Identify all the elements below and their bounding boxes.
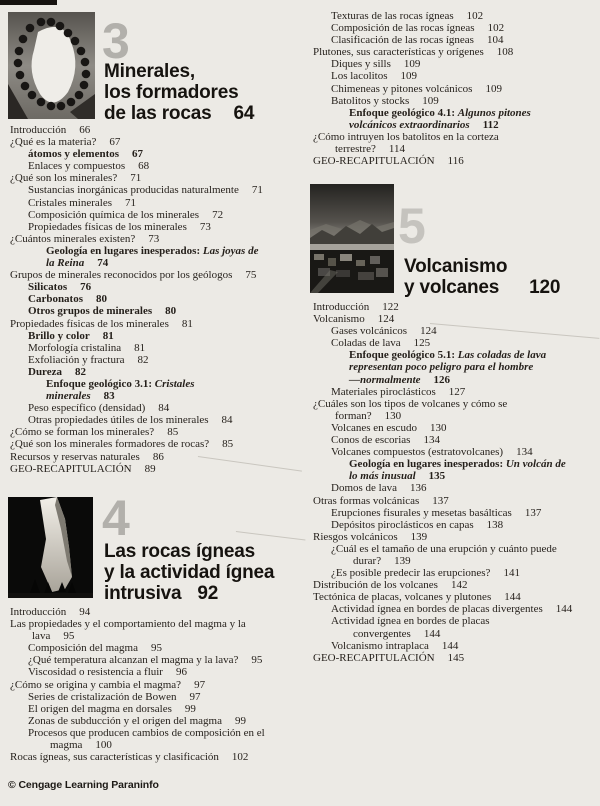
scan-edge-artifact: [0, 0, 57, 5]
page-number: 109: [403, 58, 421, 71]
toc-entry: Sustancias inorgánicas producidas naturalmente 71: [28, 184, 263, 197]
page-number: 84: [158, 402, 170, 415]
toc-entry: Enfoque geológico 4.1: Algunos pitones volcánicos extraordinarios 112: [349, 106, 531, 131]
page-number: 81: [102, 329, 114, 342]
page-number: 67: [109, 136, 121, 149]
page-number: 109: [400, 70, 418, 83]
toc-entry: GEO-RECAPITULACIÓN 116: [313, 155, 464, 168]
toc-entry: Depósitos piroclásticos en capas 138: [331, 518, 504, 531]
page-number: 139: [410, 530, 428, 543]
page-number: 130: [429, 421, 447, 434]
page-number: 139: [394, 554, 411, 567]
page-number: 134: [516, 446, 533, 459]
toc-entry: Enfoque geológico 3.1: Cristales minerales 83: [46, 377, 195, 403]
page-number: 104: [486, 34, 504, 47]
page-number: 82: [137, 353, 149, 366]
page-number: 125: [413, 337, 431, 350]
chapter-title-line: y la actividad ígnea: [104, 562, 275, 583]
toc-entry: Silicatos 76: [28, 281, 92, 294]
chapter-3-title: [104, 61, 254, 124]
toc-entry: Propiedades físicas de los minerales 73: [28, 220, 211, 233]
toc-list-chapter-3: [8, 124, 300, 475]
cliff-photo: [8, 497, 93, 598]
page-number: 95: [63, 630, 75, 643]
page-number: 124: [377, 313, 395, 326]
volcano-photo-art: [310, 184, 394, 293]
chapter-title-line: y volcanes 120: [404, 277, 561, 298]
toc-entry: El origen del magma en dorsales 99: [28, 702, 196, 715]
chapter-title-line: Minerales,: [104, 61, 195, 82]
cliff-photo-art: [8, 497, 93, 598]
toc-entry: Introducción 94: [10, 606, 91, 618]
feature-lead: Geología en lugares inesperados:: [46, 244, 203, 257]
page-number: 109: [485, 82, 502, 95]
page-number: 76: [80, 281, 92, 294]
scan-scratch: [236, 531, 306, 541]
toc-entry: Introducción 66: [10, 124, 91, 136]
page-number: 109: [422, 94, 439, 107]
toc-entry: ¿Qué es la materia? 67: [10, 136, 121, 149]
page-number: 68: [138, 160, 150, 173]
toc-entry: Los lacolitos 109: [331, 70, 418, 83]
page-number: 102: [487, 22, 505, 35]
toc-entry: Plutones, sus características y orígenes 108: [313, 46, 514, 59]
page-number: 81: [134, 341, 146, 354]
page-number: 138: [486, 518, 504, 531]
page-number: 144: [555, 603, 573, 616]
volcano-photo: [310, 184, 394, 293]
page-number: 97: [194, 678, 206, 691]
page-number: 144: [504, 591, 521, 604]
chapter-3-number: 3: [102, 13, 130, 69]
toc-entry: Composición química de los minerales 72: [28, 208, 224, 221]
page-number: 141: [503, 567, 520, 580]
necklace-photo: [8, 12, 95, 119]
page-number: 66: [79, 124, 91, 136]
page-number: 144: [441, 639, 459, 652]
toc-entry: GEO-RECAPITULACIÓN 145: [313, 651, 465, 664]
page-number: 89: [144, 462, 156, 475]
toc-entry: Batolitos y stocks 109: [331, 94, 439, 107]
toc-entry: GEO-RECAPITULACIÓN 89: [10, 462, 156, 475]
page-number: 126: [433, 373, 451, 386]
feature-lead: Enfoque geológico 3.1:: [46, 377, 155, 390]
page-number: 100: [95, 739, 112, 752]
page-number: 72: [212, 208, 224, 221]
copyright-notice: © Cengage Learning Paraninfo: [8, 779, 159, 791]
page-number: 71: [130, 172, 142, 185]
chapter-4-title: [104, 541, 274, 604]
page-number: 112: [482, 118, 499, 131]
toc-entry: Conos de escorias 134: [331, 434, 440, 447]
chapter-title-line: los formadores: [104, 82, 239, 103]
toc-entry: Enfoque geológico 5.1: Las coladas de lava representan poco peligro para el hombre —normalmente 126: [349, 349, 547, 386]
chapter-5-number: 5: [398, 198, 426, 254]
page-number: 144: [423, 627, 441, 640]
toc-entry: Composición de las rocas ígneas 102: [331, 22, 505, 35]
page-number: 102: [231, 751, 249, 764]
toc-list-chapter-4-right: [311, 10, 600, 167]
toc-entry: Composición del magma 95: [28, 642, 162, 655]
page-number: 85: [222, 438, 234, 451]
toc-entry: Otros grupos de minerales 80: [28, 305, 177, 318]
chapter-title-line: Las rocas ígneas: [104, 541, 255, 562]
toc-entry: Carbonatos 80: [28, 293, 108, 306]
toc-entry: Volcanes compuestos (estratovolcanes) 134: [331, 446, 533, 459]
toc-entry: Actividad ígnea en bordes de placas divergentes 144: [331, 603, 573, 616]
feature-lead: Geología en lugares inesperados:: [349, 458, 506, 471]
page-number: 83: [103, 390, 115, 403]
toc-entry: ¿Cuántos minerales existen? 73: [10, 232, 160, 245]
toc-entry: ¿Cómo intruyen los batolitos en la corteza terrestre? 114: [313, 130, 499, 156]
toc-entry: Exfoliación y fractura 82: [28, 353, 149, 366]
toc-entry: Texturas de las rocas ígneas 102: [331, 10, 484, 22]
toc-entry: ¿Cuál es el tamaño de una erupción y cuánto puede durar? 139: [331, 542, 557, 567]
toc-entry: Cristales minerales 71: [28, 196, 137, 209]
toc-entry: Procesos que producen cambios de composición en el magma 100: [28, 726, 265, 752]
toc-list-chapter-4-left: [8, 606, 300, 763]
page-number: 130: [384, 409, 402, 422]
toc-entry: Rocas ígneas, sus características y clasificación 102: [10, 751, 249, 764]
toc-entry: Tectónica de placas, volcanes y plutones 144: [313, 591, 521, 604]
toc-entry: Grupos de minerales reconocidos por los geólogos 75: [10, 269, 257, 282]
toc-entry: Viscosidad o resistencia a fluir 96: [28, 666, 187, 679]
feature-lead: Enfoque geológico 5.1:: [349, 349, 458, 362]
page-number: 134: [423, 434, 440, 447]
toc-entry: Distribución de los volcanes 142: [313, 579, 468, 592]
page-number: 116: [447, 155, 464, 168]
page-number: 137: [432, 494, 449, 507]
toc-entry: Propiedades físicas de los minerales 81: [10, 317, 193, 330]
toc-entry: Otras propiedades útiles de los minerales 84: [28, 414, 233, 427]
toc-entry: Otras formas volcánicas 137: [313, 494, 449, 507]
page-number: 73: [199, 220, 211, 233]
toc-entry: Gases volcánicos 124: [331, 325, 437, 338]
page-number: 73: [148, 232, 160, 245]
toc-entry: Enlaces y compuestos 68: [28, 160, 150, 173]
page-number: 80: [96, 293, 108, 306]
page-number: 99: [234, 714, 246, 727]
toc-entry: Peso específico (densidad) 84: [28, 402, 170, 415]
toc-entry: Volcanismo intraplaca 144: [331, 639, 459, 652]
feature-lead: Enfoque geológico 4.1:: [349, 106, 458, 119]
page-number: 96: [175, 666, 187, 679]
toc-entry: ¿Qué son los minerales? 71: [10, 172, 142, 185]
page-number: 71: [251, 184, 263, 197]
page-number: 137: [524, 506, 542, 519]
page-number: 124: [420, 325, 437, 338]
chapter-page-number: 64: [233, 103, 255, 124]
toc-entry: Recursos y reservas naturales 86: [10, 450, 164, 463]
toc-entry: ¿Cómo se forman los minerales? 85: [10, 426, 179, 439]
toc-entry: Dureza 82: [28, 365, 87, 378]
toc-entry: Erupciones fisurales y mesetas basálticas 137: [331, 506, 542, 519]
toc-entry: Materiales piroclásticos 127: [331, 385, 466, 398]
page-number: 127: [448, 385, 466, 398]
chapter-5-title: [404, 256, 560, 298]
page-number: 99: [184, 702, 196, 715]
page-number: 114: [388, 143, 406, 156]
toc-entry: ¿Es posible predecir las erupciones? 141: [331, 567, 520, 580]
page-number: 75: [245, 269, 257, 282]
page-number: 67: [132, 148, 144, 161]
toc-entry: ¿Qué son los minerales formadores de rocas? 85: [10, 438, 234, 451]
page-number: 82: [75, 365, 87, 378]
necklace-photo-art: [8, 12, 95, 119]
toc-entry: Volcanes en escudo 130: [331, 421, 447, 434]
toc-entry: Zonas de subducción y el origen del magma 99: [28, 714, 246, 727]
toc-entry: Volcanismo 124: [313, 313, 395, 326]
toc-entry: Riesgos volcánicos 139: [313, 530, 428, 543]
toc-entry: Morfología cristalina 81: [28, 341, 146, 354]
page-number: 95: [251, 654, 263, 667]
page-number: 97: [189, 690, 201, 703]
page-number: 122: [382, 301, 399, 313]
toc-entry: Geología en lugares inesperados: Un volcán de lo más inusual 135: [349, 458, 566, 483]
chapter-title-line: intrusiva 92: [104, 583, 219, 604]
chapter-page-number: 92: [197, 583, 219, 604]
page-number: 71: [125, 196, 137, 209]
toc-entry: Series de cristalización de Bowen 97: [28, 690, 201, 703]
page-number: 145: [447, 651, 465, 664]
page-number: 86: [152, 450, 164, 463]
toc-entry: Las propiedades y el comportamiento del magma y la lava 95: [10, 618, 246, 643]
chapter-4-number: 4: [102, 490, 130, 546]
page-number: 80: [165, 305, 177, 318]
toc-entry: Chimeneas y pitones volcánicos 109: [331, 82, 502, 95]
toc-entry: Geología en lugares inesperados: Las joyas de la Reina 74: [46, 244, 259, 270]
chapter-title-line: Volcanismo: [404, 256, 508, 277]
toc-entry: Brillo y color 81: [28, 329, 114, 342]
toc-entry: ¿Cómo se origina y cambia el magma? 97: [10, 678, 206, 691]
page-number: 74: [97, 257, 109, 270]
toc-entry: Diques y sills 109: [331, 58, 421, 71]
toc-entry: ¿Cuáles son los tipos de volcanes y cómo se forman? 130: [313, 397, 508, 422]
toc-entry: ¿Qué temperatura alcanzan el magma y la lava? 95: [28, 654, 263, 667]
page-number: 108: [496, 46, 514, 59]
toc-list-chapter-5: [311, 301, 600, 664]
chapter-title-line: de las rocas 64: [104, 103, 255, 124]
page-number: 81: [181, 317, 193, 330]
toc-entry: Domos de lava 136: [331, 482, 427, 495]
page-number: 95: [150, 642, 162, 655]
chapter-page-number: 120: [529, 277, 561, 298]
page-number: 84: [221, 414, 233, 427]
toc-entry: Introducción 122: [313, 301, 399, 313]
toc-entry: Coladas de lava 125: [331, 337, 431, 350]
toc-entry: Clasificación de las rocas ígneas 104: [331, 34, 504, 47]
page-number: 85: [167, 426, 179, 439]
page-number: 102: [466, 10, 484, 22]
toc-entry: Actividad ígnea en bordes de placas convergentes 144: [331, 615, 490, 640]
toc-entry: átomos y elementos 67: [28, 148, 144, 161]
page-number: 136: [409, 482, 427, 495]
page-number: 142: [450, 579, 468, 592]
page-number: 94: [79, 606, 91, 618]
page-number: 135: [428, 470, 446, 483]
